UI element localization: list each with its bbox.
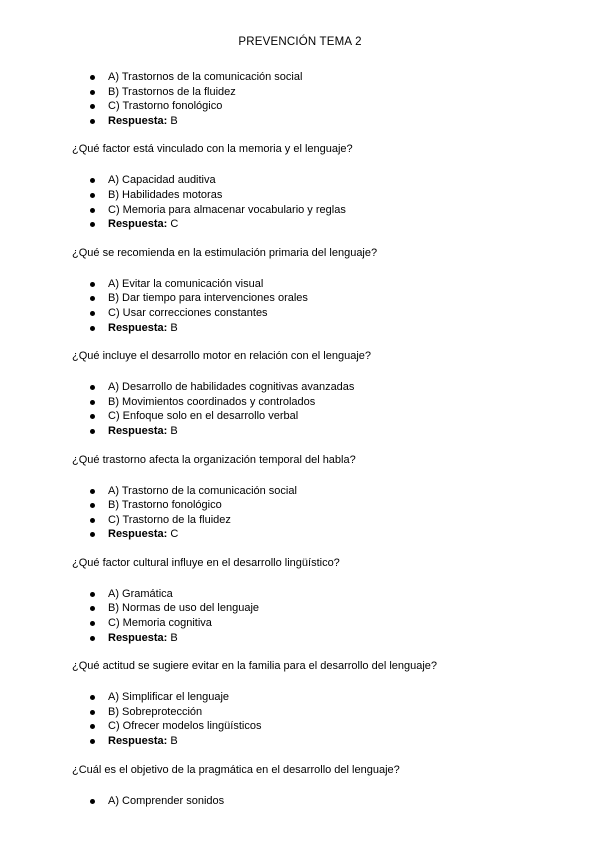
option-text: B) Sobreprotección [108, 705, 203, 718]
bullet-icon [90, 193, 95, 198]
question-block [72, 659, 542, 748]
answer-item [72, 321, 542, 336]
bullet-icon [90, 75, 95, 80]
bullet-icon [90, 222, 95, 227]
bullet-icon [90, 311, 95, 316]
option-text: C) Trastorno fonológico [108, 100, 223, 113]
option-list [72, 173, 542, 231]
answer-item [72, 217, 542, 232]
answer-item [72, 631, 542, 646]
option-text: C) Trastorno de la fluidez [108, 513, 231, 526]
option-item [72, 99, 542, 114]
option-list [72, 587, 542, 645]
answer-value: B [170, 114, 178, 127]
bullet-icon [90, 724, 95, 729]
bullet-icon [90, 503, 95, 508]
bullet-icon [90, 400, 95, 405]
answer-value: B [170, 631, 178, 644]
option-item [72, 601, 542, 616]
bullet-icon [90, 104, 95, 109]
option-text: A) Trastornos de la comunicación social [108, 71, 303, 83]
answer-value: B [170, 321, 178, 334]
answer-label: Respuesta: [108, 114, 168, 127]
option-text: A) Desarrollo de habilidades cognitivas avanzadas [108, 381, 355, 394]
bullet-icon [90, 489, 95, 494]
option-item [72, 498, 542, 513]
option-text: C) Memoria cognitiva [108, 617, 212, 630]
option-text: A) Gramática [108, 587, 173, 600]
option-item [72, 70, 542, 85]
answer-value: B [170, 424, 178, 437]
option-text: C) Ofrecer modelos lingüísticos [108, 720, 262, 733]
bullet-icon [90, 178, 95, 183]
bullet-icon [90, 710, 95, 715]
bullet-icon [90, 326, 95, 331]
option-text: B) Movimientos coordinados y controlados [108, 395, 316, 408]
answer-item [72, 114, 542, 129]
option-text: A) Simplificar el lenguaje [108, 691, 230, 704]
option-list [72, 484, 542, 542]
option-text: B) Trastornos de la fluidez [108, 85, 236, 98]
option-item [72, 277, 542, 292]
option-item [72, 203, 542, 218]
bullet-icon [90, 208, 95, 213]
bullet-icon [90, 90, 95, 95]
question-text: ¿Qué factor está vinculado con la memoria y el lenguaje? [72, 143, 353, 156]
answer-value: C [170, 528, 179, 541]
question-block [72, 349, 542, 438]
option-item [72, 85, 542, 100]
option-item [72, 616, 542, 631]
option-item [72, 173, 542, 188]
option-text: C) Enfoque solo en el desarrollo verbal [108, 410, 299, 423]
question-text: ¿Qué actitud se sugiere evitar en la familia para el desarrollo del lenguaje? [72, 660, 438, 673]
question-text: ¿Qué factor cultural influye en el desarrollo lingüístico? [72, 556, 340, 569]
option-item [72, 705, 542, 720]
answer-label: Respuesta: [108, 631, 168, 644]
option-item [72, 484, 542, 499]
option-item [72, 188, 542, 203]
question-block [72, 142, 542, 231]
answer-value: B [170, 735, 178, 748]
option-item [72, 513, 542, 528]
answer-label: Respuesta: [108, 735, 168, 748]
answer-label: Respuesta: [108, 424, 168, 437]
question-text: ¿Cuál es el objetivo de la pragmática en el desarrollo del lenguaje? [72, 763, 400, 776]
option-text: B) Trastorno fonológico [108, 499, 222, 512]
bullet-icon [90, 119, 95, 124]
option-text: B) Normas de uso del lenguaje [108, 602, 260, 615]
option-text: B) Dar tiempo para intervenciones orales [108, 292, 308, 305]
question-block [72, 763, 542, 809]
option-item [72, 409, 542, 424]
bullet-icon [90, 695, 95, 700]
option-item [72, 690, 542, 705]
answer-value: C [170, 218, 179, 231]
option-list [72, 794, 542, 809]
answer-label: Respuesta: [108, 218, 168, 231]
option-text: A) Trastorno de la comunicación social [108, 484, 297, 497]
question-block [72, 246, 542, 335]
bullet-icon [90, 532, 95, 537]
question-text: ¿Qué incluye el desarrollo motor en relación con el lenguaje? [72, 350, 372, 363]
option-item [72, 587, 542, 602]
question-text: ¿Qué trastorno afecta la organización temporal del habla? [72, 453, 356, 466]
option-item [72, 395, 542, 410]
question-block [72, 70, 542, 128]
option-item [72, 291, 542, 306]
question-list [72, 70, 542, 822]
question-block [72, 556, 542, 645]
option-list [72, 380, 542, 438]
bullet-icon [90, 739, 95, 744]
bullet-icon [90, 636, 95, 641]
answer-item [72, 527, 542, 542]
option-text: C) Memoria para almacenar vocabulario y reglas [108, 203, 346, 216]
question-text: ¿Qué se recomienda en la estimulación primaria del lenguaje? [72, 246, 378, 259]
option-text: A) Capacidad auditiva [108, 174, 216, 187]
option-list [72, 70, 542, 128]
option-text: B) Habilidades motoras [108, 188, 223, 201]
question-block [72, 453, 542, 542]
option-text: C) Usar correcciones constantes [108, 306, 268, 319]
option-item [72, 719, 542, 734]
bullet-icon [90, 799, 95, 804]
bullet-icon [90, 606, 95, 611]
option-list [72, 690, 542, 748]
option-list [72, 277, 542, 335]
answer-item [72, 424, 542, 439]
answer-item [72, 734, 542, 749]
bullet-icon [90, 518, 95, 523]
option-item [72, 306, 542, 321]
option-item [72, 794, 542, 809]
page-title: PREVENCIÓN TEMA 2 [238, 36, 362, 48]
bullet-icon [90, 282, 95, 287]
answer-label: Respuesta: [108, 321, 168, 334]
bullet-icon [90, 296, 95, 301]
bullet-icon [90, 621, 95, 626]
option-text: A) Comprender sonidos [108, 794, 225, 807]
option-item [72, 380, 542, 395]
answer-label: Respuesta: [108, 528, 168, 541]
bullet-icon [90, 385, 95, 390]
option-text: A) Evitar la comunicación visual [108, 277, 264, 290]
bullet-icon [90, 429, 95, 434]
bullet-icon [90, 414, 95, 419]
bullet-icon [90, 592, 95, 597]
